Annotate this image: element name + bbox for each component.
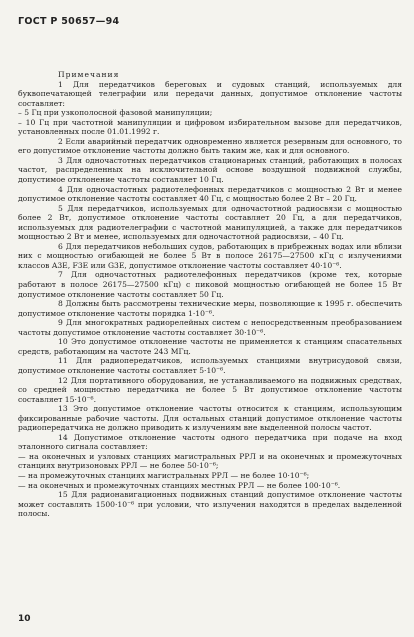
document-header: ГОСТ Р 50657—94 (18, 16, 120, 27)
note-1: 1 Для передатчиков береговых и судовых станций, используемых для буквопечатающей телеграфии или передачи данных, допустимое отклонение частоты составляет: (18, 79, 402, 108)
note-9: 9 Для многократных радиорелейных систем с непосредственным преобразованием частоты допустимое отклонение частоты составляет 30·10⁻⁶. (18, 318, 402, 337)
note-6: 6 Для передатчиков небольших судов, работающих в прибрежных водах или вблизи них с мощностью огибающей не более 5 Вт в полосе 26175—27500 кГц с излучениями классов A3E, F3E или G3E, допустимое отклонение частоты составляет 40·10⁻⁶. (18, 241, 402, 270)
note-14: 14 Допустимое отклонение частоты одного передатчика при подаче на вход эталонного сигнала составляет: (18, 432, 402, 452)
note-7: 7 Для одночастотных радиотелефонных передатчиков (кроме тех, которые работают в полосе 26175—27500 кГц) с пиковой мощностью огибающей не более 15 Вт допустимое отклонение частоты составляет 50 Гц. (18, 270, 402, 299)
note-8: 8 Должны быть рассмотрены технические меры, позволяющие к 1995 г. обеспечить допустимое отклонение частоты порядка 1·10⁻⁶. (18, 299, 402, 318)
note-10: 10 Это допустимое отклонение частоты не применяется к станциям спасательных средств, работающим на частоте 243 МГц. (18, 337, 402, 356)
page-number: 10 (18, 614, 31, 624)
notes-body (18, 70, 402, 519)
note-4: 4 Для одночастотных радиотелефонных передатчиков с мощностью 2 Вт и менее допустимое отклонение частоты составляет 40 Гц, с мощностью более 2 Вт – 20 Гц. (18, 184, 402, 204)
note-15: 15 Для радионавигационных подвижных станций допустимое отклонение частоты может составлять 1500·10⁻⁶ при условии, что излучения находятся в пределах выделенной полосы. (18, 490, 402, 519)
note-2: 2 Если аварийный передатчик одновременно является резервным для основного, то его допустимое отклонение частоты должно быть таким же, как и для основного. (18, 136, 402, 156)
note-3: 3 Для одночастотных передатчиков стационарных станций, работающих в полосах частот, распределенных на исключительной основе воздушной подвижной службы, допустимое отклонение частоты составляет 10 Гц. (18, 155, 402, 185)
note-14-item-a: — на оконечных и узловых станциях магистральных РРЛ и на оконечных и промежуточных станциях внутризоновых РРЛ — не более 50·10⁻⁶; (18, 451, 402, 471)
note-12: 12 Для портативного оборудования, не устанавливаемого на подвижных средствах, со средней мощностью передатчика не более 5 Вт допустимое отклонение частоты составляет 15·10⁻⁶. (18, 375, 402, 404)
note-5: 5 Для передатчиков, используемых для одночастотной радиосвязи с мощностью более 2 Вт, допустимое отклонение частоты составляет 20 Гц, а для передатчиков, используемых для радиотелеграфии с частотной манипуляцией, а также для передатчиков мощностью 2 Вт и менее, используемых для одночастотной радиосвязи, – 40 Гц. (18, 203, 402, 242)
note-11: 11 Для радиопередатчиков, используемых станциями внутрисудовой связи, допустимое отклонение частоты составляет 5·10⁻⁶. (18, 356, 402, 375)
note-1-item-a: – 5 Гц при узкополосной фазовой манипуляции; (18, 108, 213, 118)
note-14-item-b: — на промежуточных станциях магистральных РРЛ — не более 10·10⁻⁶; (18, 470, 310, 480)
note-1-item-b: – 10 Гц при частотной манипуляции и цифровом избирательном вызове для передатчиков, установленных после 01.01.1992 г. (18, 117, 402, 137)
note-14-item-c: — на оконечных и промежуточных станциях местных РРЛ — не более 100·10⁻⁶. (18, 480, 341, 490)
notes-title: Примечания (58, 70, 120, 79)
note-13: 13 Это допустимое отклонение частоты относится к станциям, использующим фиксированные рабочие частоты. Для остальных станций допустимое отклонение частоты радиопередатчика не должно приводить к излучениям вне выделенной полосы частот. (18, 404, 402, 433)
